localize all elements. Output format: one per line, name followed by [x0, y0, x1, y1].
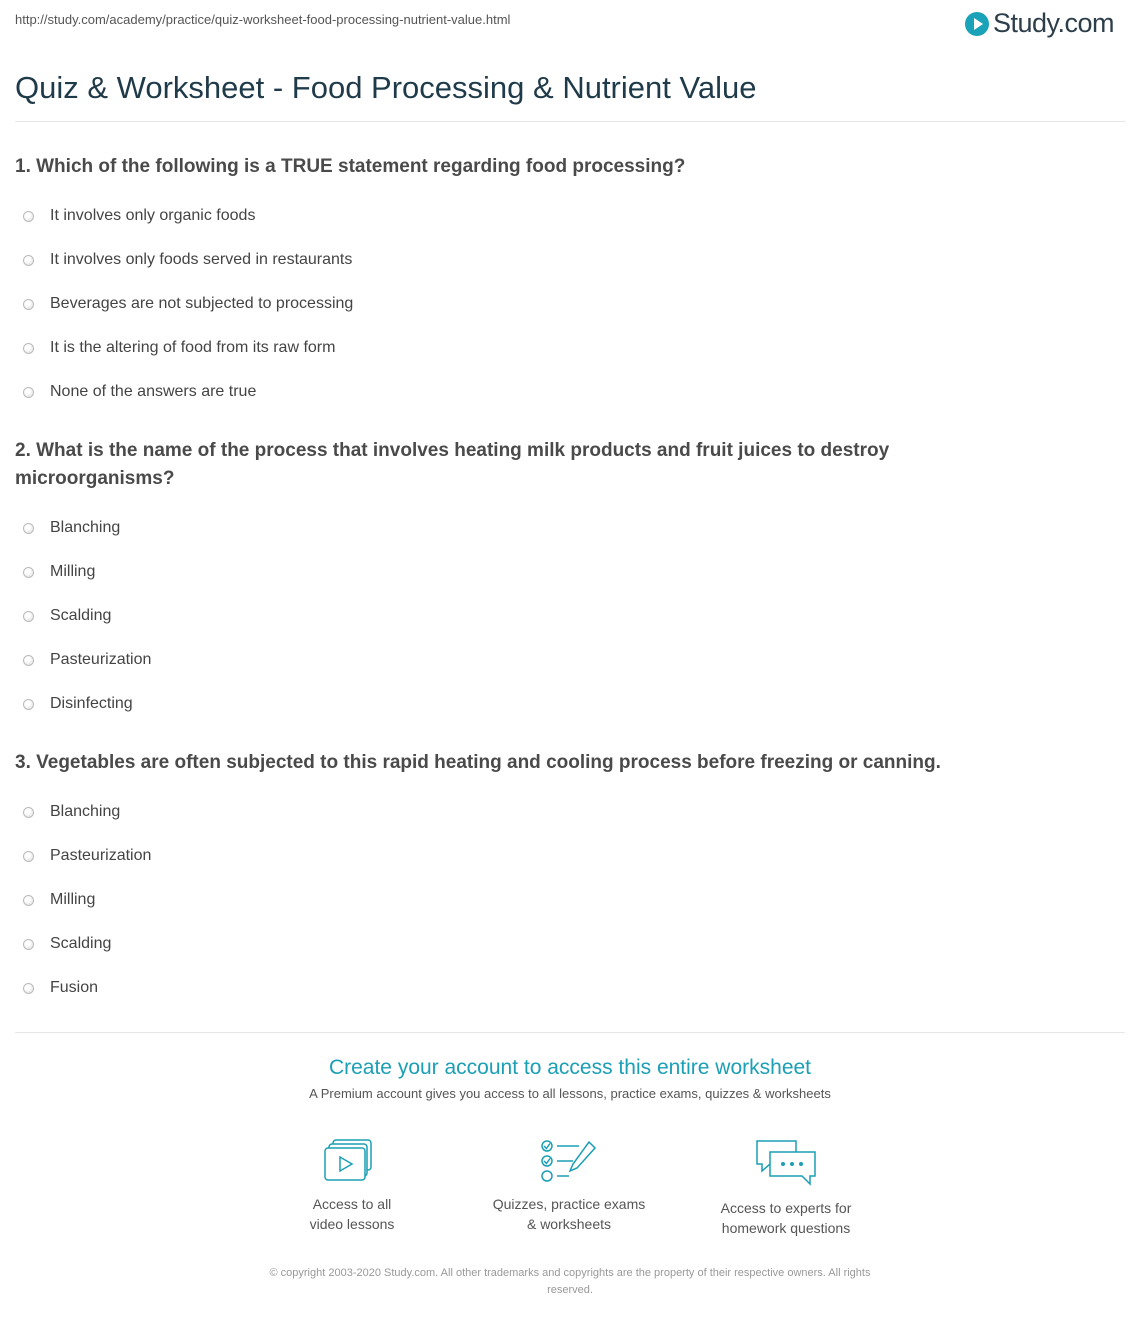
- question-text: 2. What is the name of the process that involves heating milk products and fruit juices to destroy microorganisms?: [15, 440, 890, 489]
- radio-button[interactable]: [23, 611, 34, 622]
- answer-option[interactable]: [15, 594, 1015, 638]
- answer-label: It involves only foods served in restaurants: [50, 251, 353, 268]
- answer-option[interactable]: [15, 194, 1015, 238]
- answer-label: Disinfecting: [50, 695, 133, 712]
- answer-label: Fusion: [50, 979, 99, 996]
- chat-bubbles-icon: [754, 1138, 818, 1188]
- radio-button[interactable]: [23, 807, 34, 818]
- quiz-checklist-icon: [539, 1138, 599, 1184]
- answer-label: Blanching: [50, 803, 121, 820]
- radio-button[interactable]: [23, 387, 34, 398]
- radio-button[interactable]: [23, 655, 34, 666]
- feature-line: video lessons: [309, 1216, 395, 1232]
- radio-button[interactable]: [23, 255, 34, 266]
- feature-line: Access to experts for: [720, 1200, 852, 1216]
- answer-label: Blanching: [50, 519, 121, 536]
- feature-line: Access to all: [312, 1196, 392, 1212]
- radio-button[interactable]: [23, 939, 34, 950]
- question-text: 3. Vegetables are often subjected to this rapid heating and cooling process before freezing or canning.: [15, 752, 941, 773]
- radio-button[interactable]: [23, 851, 34, 862]
- answer-option[interactable]: [15, 506, 1015, 550]
- answer-label: Scalding: [50, 935, 112, 952]
- copyright-notice: [210, 1265, 930, 1299]
- feature-line: homework questions: [721, 1220, 851, 1236]
- answer-label: None of the answers are true: [50, 383, 257, 400]
- answer-option[interactable]: [15, 878, 1115, 922]
- feature-line: & worksheets: [526, 1216, 612, 1232]
- play-logo-icon: [965, 12, 989, 36]
- answer-option[interactable]: [15, 682, 1015, 726]
- radio-button[interactable]: [23, 523, 34, 534]
- answer-option[interactable]: [15, 638, 1015, 682]
- answer-option[interactable]: [15, 834, 1115, 878]
- radio-button[interactable]: [23, 567, 34, 578]
- copyright-line: reserved.: [547, 1284, 593, 1296]
- question-2: [15, 437, 1015, 726]
- title-divider: [15, 121, 1125, 122]
- feature-line: Quizzes, practice exams: [492, 1196, 646, 1212]
- answer-option[interactable]: [15, 966, 1115, 1010]
- page-title: Quiz & Worksheet - Food Processing & Nutrient Value: [15, 70, 757, 105]
- radio-button[interactable]: [23, 211, 34, 222]
- answer-option[interactable]: [15, 238, 1015, 282]
- logo-text: Study.com: [992, 8, 1114, 38]
- answer-option[interactable]: [15, 550, 1015, 594]
- radio-button[interactable]: [23, 299, 34, 310]
- study-logo[interactable]: [965, 8, 1114, 39]
- radio-button[interactable]: [23, 699, 34, 710]
- radio-button[interactable]: [23, 895, 34, 906]
- top-bar: [0, 0, 1140, 48]
- answer-option[interactable]: [15, 790, 1115, 834]
- feature-quizzes: [469, 1138, 669, 1234]
- page-url: http://study.com/academy/practice/quiz-worksheet-food-processing-nutrient-value.html: [15, 12, 511, 27]
- premium-description: A Premium account gives you access to all lessons, practice exams, quizzes & worksheets: [309, 1086, 831, 1101]
- radio-button[interactable]: [23, 983, 34, 994]
- answer-option[interactable]: [15, 326, 1015, 370]
- radio-button[interactable]: [23, 343, 34, 354]
- question-1: [15, 153, 1015, 414]
- answer-option[interactable]: [15, 282, 1015, 326]
- answer-option[interactable]: [15, 922, 1115, 966]
- answer-label: Pasteurization: [50, 651, 152, 668]
- question-3: [15, 749, 1115, 1010]
- answer-label: Pasteurization: [50, 847, 152, 864]
- copyright-line: © copyright 2003-2020 Study.com. All other trademarks and copyrights are the property of their respective owners. All rights: [269, 1267, 871, 1279]
- question-text: 1. Which of the following is a TRUE statement regarding food processing?: [15, 156, 686, 177]
- cta-divider: [15, 1032, 1125, 1033]
- feature-video-lessons: [252, 1138, 452, 1234]
- answer-option[interactable]: [15, 370, 1015, 414]
- answer-label: Scalding: [50, 607, 112, 624]
- create-account-link[interactable]: Create your account to access this entire worksheet: [328, 1056, 812, 1079]
- answer-label: Milling: [50, 563, 96, 580]
- answer-label: Beverages are not subjected to processing: [50, 295, 354, 312]
- answer-label: It involves only organic foods: [50, 207, 256, 224]
- video-lesson-icon: [324, 1138, 380, 1184]
- answer-label: Milling: [50, 891, 96, 908]
- create-account-section: [0, 1056, 1140, 1101]
- feature-experts: [686, 1138, 886, 1238]
- answer-label: It is the altering of food from its raw form: [50, 339, 336, 356]
